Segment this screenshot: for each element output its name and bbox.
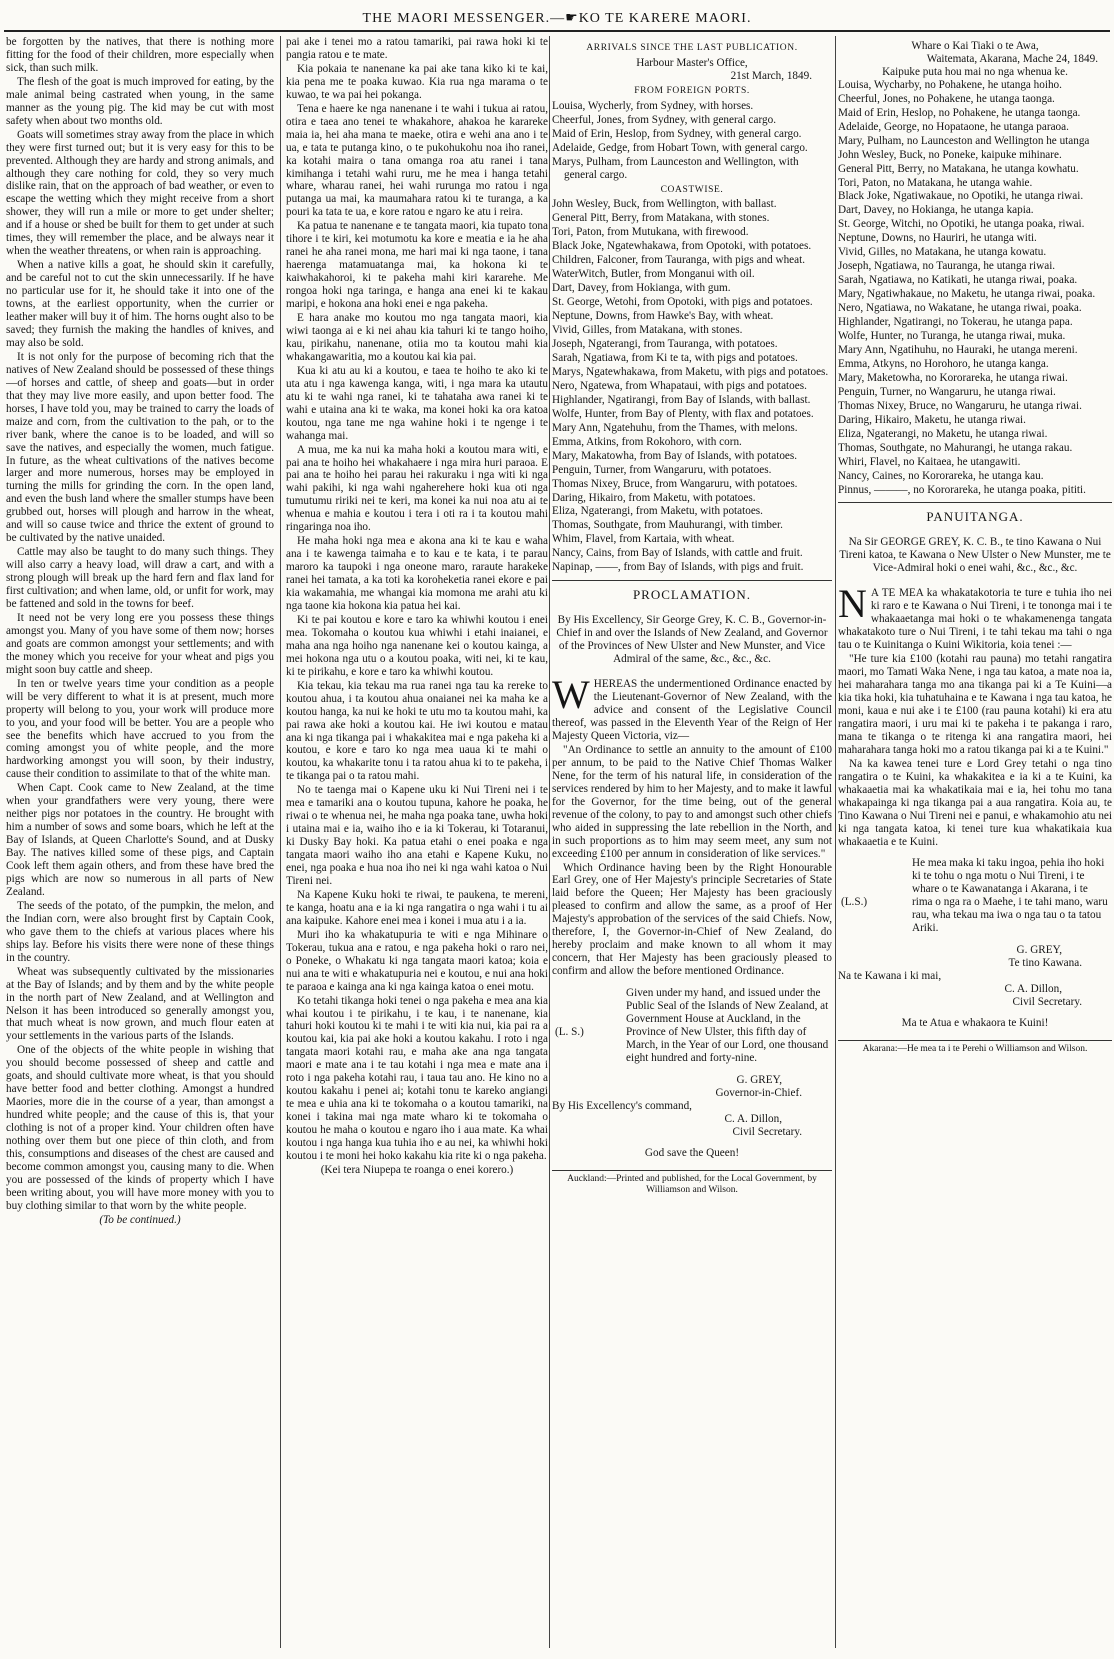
seal-mark: (L. S.) (555, 1026, 584, 1039)
arrival-entry: Mary Ann, Ngatehuhu, from the Thames, with melons. (552, 421, 798, 434)
command-line: Na te Kawana i ki mai, (838, 970, 942, 983)
arrival-entry: Neptune, Downs, from Hawke's Bay, with wheat. (552, 310, 774, 323)
signature-name: G. GREY, (736, 1073, 782, 1086)
panuitanga-paragraph: A TE MEA ka whakatakotoria te ture e tuhia iho nei ki raro e te Kawana o Nui Tireni, i te tononga mai i te whakaaetanga mai hoki o te whakamenenga tangata whakatakoto ture o Nui Tireni, i te tahi tekau ma tahi o nga tau o te Kuinitanga o Kuini Wikitoria, koia tenei :— (838, 587, 1112, 652)
arrival-entry: Marys, Ngatewhakawa, from Maketu, with pigs and potatoes. (552, 365, 829, 378)
arrival-entry: Vivid, Gilles, no Matakana, he utanga kowatu. (838, 246, 1047, 259)
arrival-entry: Cheerful, Jones, no Pohakene, he utanga taonga. (838, 92, 1055, 105)
article-paragraph: It is not only for the purpose of becoming rich that the natives of New Zealand should be possessed of these things—of horses and cattle, of sheep and goats—but in order that they may live more easily, and upon better food. The horses, I have told you, may be trained to carry the loads of maize and corn, from the cultivation to the pah, or to the river bank, where the canoe is to be loaded, and will so save the natives, and especially the women, much fatigue. In future, as the wheat cultivations of the natives become larger and more numerous, horses may be employed in turning the mills for grinding the corn. In the open land, and even the bush land where the smaller stumps have been grubbed out, horses will plough and harrow in the wheat, and will so cause twice and thrice the extent of ground to be cultivated by the native unaided. (6, 350, 274, 545)
arrival-entry: General Pitt, Berry, from Matakana, with stones. (552, 212, 770, 225)
arrival-entry: John Wesley, Buck, from Wellington, with ballast. (552, 198, 777, 211)
secretary-title: Civil Secretary. (1012, 996, 1082, 1008)
seal-block (552, 984, 832, 1068)
panuitanga-paragraph: "He ture kia £100 (kotahi rau pauna) mo tetahi rangatira maori, mo Tamati Waka Nene, i nga tau katoa, a mate noa ia, hei maharahara tanga mo ana tikanga pai ki a Te Kuini—a kia tika hoki, kia tuhatuhaina e te Kawana i nga tau katoa, he moni, kaua e nui ake i te £100 (rau pauna kotahi) ki era atu rangatira maori, i uru mai ki te pakeha i te pakanga i raro, mana te tikanga o te ritenga ki ana rangatira maori, hei maharahara tanga hoki mo a ratou tikanga pai ki a te Kuini." (838, 653, 1112, 756)
article-paragraph: Kua ki atu au ki a koutou, e taea te hoiho te ako ki te uta atu i nga kawenga kanga, witi, i nga mara ka utautu atu ki te wahi nga ranei, ki te tahataha awa ranei ki te wahi e utaina ana ki te waka, ma konei hoki ka ora katoa koutou, nga tane me nga wahine hoki i te ngenge i te wahanga mai. (286, 364, 548, 442)
article-paragraph: Kia tekau, kia tekau ma rua ranei nga tau ka rereke to koutou ahua, i ta koutou ahua onaianei nei ka maha ke a koutou hanga, ka nui ke hoki te utu mo ta koutou mahi, ka pai rawa ake hoki a koutou kai. He iwi koutou e matau ana ki nga tikanga pai i whakakitea mai e nga pakeha ki a koutou, e kore e taro ko nga mea uaua ki te mahi o koutou, ka whakarite tonu i ta ratou ahua ki to te pakeha, i te tikanga pai o ta ratou mahi. (286, 679, 548, 783)
panuitanga-by: Na Sir GEORGE GREY, K. C. B., te tino Kawana o Nui Tireni katoa, te Kawana o New Ulster o New Munster, me te Vice-Admiral hoki o enei wahi, &c., &c., &c. (839, 536, 1111, 575)
given-text: Given under my hand, and issued under the Public Seal of the Islands of New Zealand, at Government House at Auckland, in the Province of New Ulster, this fifth day of March, in the Year of our Lord, one thousand eight hundred and forty-nine. (626, 987, 829, 1064)
arrivals-intro: Kaipuke puta hou mai no nga whenua ke. (882, 65, 1068, 78)
arrival-entry: Adelaide, George, no Hopataone, he utanga paraoa. (838, 120, 1069, 133)
arrival-entry: WaterWitch, Butler, from Monganui with oil. (552, 268, 755, 281)
proclamation-title: PROCLAMATION. (632, 587, 752, 603)
command-line: By His Excellency's command, (552, 1099, 692, 1112)
arrival-entry: Penguin, Turner, from Wangaruru, with potatoes. (552, 463, 772, 476)
arrival-entry: Adelaide, Gedge, from Hobart Town, with general cargo. (552, 141, 808, 154)
arrival-entry: Mary, Makatowha, from Bay of Islands, with potatoes. (552, 449, 798, 462)
arrival-entry: John Wesley, Buck, no Poneke, kaipuke mihinare. (838, 148, 1062, 161)
arrival-entry: Mary, Maketowha, no Kororareka, he utanga riwai. (838, 371, 1068, 384)
foreign-arrivals-list (552, 100, 832, 182)
article-paragraph: One of the objects of the white people in wishing that you should become possessed of sheep and cattle and goats, and should cultivate more wheat, is that you should have better food and better clothing. Amongst a hundred Maories, more die in the course of a year, than amongst a hundred white people; and the cause of this is, that your clothing is not of a proper kind. Your children often have nothing over them but one piece of thin cloth, and from this, consumptions and diseases of the chest are caused and become common amongst you, causing many to die. When you are possessed of the kinds of property which I have been writing about, you will have more money with you to buy clothing similar to that worn by the white people. (6, 1044, 274, 1212)
arrival-entry: Thomas, Southgate, from Mauhurangi, with timber. (552, 519, 783, 532)
arrival-entry: Joseph, Ngaterangi, from Tauranga, with potatoes. (552, 338, 778, 351)
maori-article-column (286, 36, 548, 1642)
arrival-entry: Daring, Hikairo, from Maketu, with potatoes. (552, 491, 756, 504)
column-divider (280, 36, 281, 1648)
article-paragraph: Ki te pai koutou e kore e taro ka whiwhi koutou i enei mea. Tokomaha o koutou kua whiwhi i etahi inaianei, e maha ana nga hoiho nga nanenane kei o koutou kainga, a mei hokona nga utu o a koutou poaka, witi nei, ki te kau, ki te pirikahu, e kore e taro ka whiwhi koutou. (286, 613, 548, 678)
given-text: He mea maka ki taku ingoa, pehia iho hoki ki te tohu o nga motu o Nui Tireni, i te whare o te Kawanatanga i Akarana, i te rima o nga ra o Maehe, i te tahi mano, waru rau, wha tekau ma iwa o nga tau o ta tatou Ariki. (912, 857, 1108, 935)
arrival-entry: Nancy, Cains, from Bay of Islands, with cattle and fruit. (552, 547, 803, 560)
column-divider (835, 36, 836, 1648)
maori-notices-column (838, 36, 1112, 1642)
section-rule (552, 580, 832, 581)
article-paragraph: Goats will sometimes stray away from the place in which they were first turned out; but it is very easy for this to be prevented. Although they are hardy and strong animals, and although they care nothing for cold, they so very much dislike rain, that on the approach of bad weather, or even to escape the wetting which they might receive from a short shower, they will run a mile or more to get under shelter; and if a house or shed be built for them to get under at such times, they will remember the place, and be always near it when the weather threatens, or when rain is approaching. (6, 128, 274, 258)
arrival-entry: Highlander, Ngatirangi, from Bay of Islands, with ballast. (552, 393, 811, 406)
arrival-entry: Tori, Paton, from Mutukana, with firewood. (552, 226, 749, 239)
place-date: Waitemata, Akarana, Mache 24, 1849. (926, 52, 1098, 65)
article-paragraph: Ka patua te nanenane e te tangata maori, kia tupato tona tihore i te kiri, kei motumotu ka kore e meatia e ia he aha ranei he aha ranei mona, me hari mai ki nga taone, i tana haerenga matamuatanga mai, ka hokona ki te kaiwhakahoroi, ki te pakeha mahi kiri kararehe. Me rongoa hoki nga taringa, e hanga ana enei ki te kakau maripi, e hokona ana hoki enei e nga pakeha. (286, 220, 548, 311)
article-paragraph: E hara anake mo koutou mo nga tangata maori, kia wiwi taonga ai e ki nei ahau kia tahuri ki te tango hoiho, kau, pirikahu, nanenane, otiia mo ta koutou mahi kia whakangawaritia, mo a koutou kai kia pai. (286, 312, 548, 363)
arrival-entry: Emma, Atkins, from Rokohoro, with corn. (552, 435, 742, 448)
drop-cap: N (838, 581, 867, 627)
arrival-entry: Whiri, Flavel, no Kaitaea, he utangawiti. (838, 455, 1021, 468)
arrival-entry: Emma, Atkyns, no Horohoro, he utanga kanga. (838, 357, 1049, 370)
panuitanga-title: PANUITANGA. (926, 509, 1024, 525)
panuitanga-paragraph: Na ka kawea tenei ture e Lord Grey tetahi o nga tino rangatira o te Kuini, ka whakakitea e ia ki a te Kuini, ka whakaaetia mai ka whakatikaia mai e ia, hei tohu mo tana whakapainga ki nga tikanga pai a aua rangatira. Koia au, te Tino Kawana o Nui Tireni nei e panui, e whakamohio atu nei ki nga tangata katoa, ki tenei ture kua whakatikaia kua whakaaetia e te Kuini. (838, 757, 1112, 848)
secretary-name: C. A. Dillon, (724, 1112, 782, 1125)
article-paragraph: When Capt. Cook came to New Zealand, at the time when your grandfathers were very young, there were neither pigs nor potatoes in the country. He brought with him a number of sows and some boars, which he left at the Bay of Islands, at Queen Charlotte's Sound, and at Dusky Bay. The natives killed some of these pigs, and Captain Cook left them again others, and from these have bred the pigs which are now so numerous in all parts of New Zealand. (6, 782, 274, 898)
arrival-entry: Pinnus, ———, no Kororareka, he utanga poaka, pititi. (838, 483, 1086, 496)
arrival-entry: Louisa, Wycherly, from Sydney, with horses. (552, 99, 754, 112)
article-paragraph: Na Kapene Kuku hoki te riwai, te paukena, te mereni, te kanga, hoatu ana e ia ki nga rangatira o nga wahi i tu ai ana kaipuke. Kahore enei mea i konei i mua atu i a ia. (286, 888, 548, 927)
article-paragraph: He maha hoki nga mea e akona ana ki te kau e waha ana i te kawenga taimaha e to kau e te kata, i te parau maroro ka taupoki i nga oneone maro, raraute harakeke ranei hei tamata, a ka toti ka koroheketia ranei ekore e pai kia wakamahia, me whangai kia momona me arahi atu ki nga taone kia hokona kia patua hei kai. (286, 535, 548, 612)
closing-line: God save the Queen! (644, 1146, 740, 1159)
coastwise-arrivals-list (552, 198, 832, 574)
arrival-entry: Thomas Nixey, Bruce, no Wangaruru, he utanga riwai. (838, 399, 1082, 412)
arrival-entry: Napinap, ——, from Bay of Islands, with pigs and fruit. (552, 561, 804, 574)
arrival-entry: Cheerful, Jones, from Sydney, with general cargo. (552, 113, 777, 126)
seal-block (838, 854, 1112, 938)
arrival-entry: Marys, Pulham, from Launceston and Wellington, with general cargo. (552, 155, 799, 181)
arrival-entry: Daring, Hikairo, Maketu, he utanga riwai. (838, 413, 1026, 426)
arrival-entry: Sarah, Ngatiawa, no Katikati, he utanga riwai, poaka. (838, 274, 1078, 287)
coastwise-heading: COASTWISE. (660, 184, 724, 195)
arrival-entry: Thomas Nixey, Bruce, from Wangaruru, with potatoes. (552, 477, 798, 490)
arrival-entry: Tori, Paton, no Matakana, he utanga wahie. (838, 176, 1033, 189)
arrival-entry: Penguin, Turner, no Wangaruru, he utanga riwai. (838, 385, 1056, 398)
proclamation-paragraph: Which Ordinance having been by the Right Honourable Earl Grey, one of Her Majesty's principle Secretaries of State laid before the Queen; Her Majesty has been graciously pleased to confirm and allow the same, as a proof of Her Majesty's approbation of the services of the said Chiefs. Now, therefore, I, the Governor-in-Chief of New Zealand, do hereby proclaim and make known to all whom it may concern, that Her Majesty has been graciously pleased to confirm and allow the before mentioned Ordinance. (552, 861, 832, 978)
secretary-name: C. A. Dillon, (1004, 983, 1062, 996)
column-divider (549, 36, 550, 1648)
arrival-entry: St. George, Witchi, no Opotiki, he utanga poaka, riwai. (838, 218, 1085, 231)
arrival-entry: Vivid, Gilles, from Matakana, with stones. (552, 324, 743, 337)
masthead: THE MAORI MESSENGER.—☛KO TE KARERE MAORI. (362, 11, 752, 26)
arrival-entry: Mary, Ngatiwhakaue, no Maketu, he utanga riwai, poaka. (838, 288, 1096, 301)
arrival-entry: Mary Ann, Ngatihuhu, no Hauraki, he utanga mereni. (838, 343, 1078, 356)
arrival-entry: Neptune, Downs, no Hauriri, he utanga witi. (838, 232, 1037, 245)
arrival-entry: Black Joke, Ngatiwakaue, no Opotiki, he utanga riwai. (838, 190, 1084, 203)
arrival-entry: Dart, Davey, no Hokianga, he utanga kapia. (838, 204, 1034, 217)
article-paragraph: Kia pokaia te nanenane ka pai ake tana kiko ki te kai, kia pena me te poaka kuwao. Kia rua nga marama o te kuwao, te wa pai hei pokanga. (286, 62, 548, 101)
proclamation-paragraph: HEREAS the undermentioned Ordinance enacted by the Lieutenant-Governor of New Zealand, with the advice and consent of the Legislative Council thereof, was passed in the Eleventh Year of the Reign of Her Majesty Queen Victoria, viz— (552, 678, 832, 742)
maori-arrivals-list (838, 79, 1112, 497)
signature-title: Te tino Kawana. (1008, 957, 1082, 970)
article-paragraph: Cattle may also be taught to do many such things. They will also carry a heavy load, will draw a cart, and with a strong plough will break up the hard fern and flax land for first cultivation; and when lame, old, or unfit for work, may be fattened and sold in the towns for beef. (6, 546, 274, 610)
article-paragraph: Tena e haere ke nga nanenane i te wahi i tukua ai ratou, otira e taea ano tenei te whakahore, ahakoa he karareke maia ia, hei aha mana te maeke, otira e wehi ana ano i te ua, e tata te putanga kino, o te pukohukohu noa iho ranei, ka kotahi maira o tana omanga roa atu ranei i tana kimihanga i tetahi wahi ruru, me he mea i hanga tetahi whare, wharau ranei, hei wahi rurunga mo ratou i nga putanga ua mai, ka maumahara ratou ki te turanga, a ka pouri ka tata te ua, e kore ratou e ngaro ke atu i reira. (286, 102, 548, 219)
signature-title: Governor-in-Chief. (715, 1086, 802, 1099)
article-paragraph: Muri iho ka whakatupuria te witi e nga Mihinare o Tokerau, tukua ana e ratou, e nga pakeha hoki o raro nei, o Poneke, o Whakatu ki nga tangata maori katoa; koia e nui ana te witi e whakatupuria nei e koutou, e nui ana hoki te paraoa e kainga ana ki nga kainga katoa o enei motu. (286, 928, 548, 993)
masthead-rule (4, 30, 1110, 32)
arrival-entry: Nero, Ngatewa, from Whapataui, with pigs and potatoes. (552, 379, 807, 392)
arrival-entry: Joseph, Ngatiawa, no Tauranga, he utanga riwai. (838, 260, 1056, 273)
article-paragraph: pai ake i tenei mo a ratou tamariki, pai rawa hoki ki te pangia ratou e te mate. (286, 36, 548, 61)
arrivals-date: 21st March, 1849. (730, 69, 812, 82)
arrival-entry: Nero, Ngatiawa, no Wakatane, he utanga riwai, poaka. (838, 302, 1082, 315)
article-paragraph: No te taenga mai o Kapene uku ki Nui Tireni nei i te mea e tamariki ana o koutou tupuna, kahore he poaka, he riwai o te whenua nei, he maha nga poaka tane, uwha hoki i utaina mai e ia, waiho iho e ia ki Tokerau, ki Totaranui, ki Dusky Bay hoki. Ka patua etahi o enei poaka e nga tangata maori waiho iho ana etahi e Kapene Kuku, no enei, nga poaka e hua noa iho nei ki nga wahi katoa o Nui Tireni nei. (286, 784, 548, 887)
article-paragraph: A mua, me ka nui ka maha hoki a koutou mara witi, e pai ana te hoiho hei whakahaere i nga mira huri paraoa. E pai ana te hoiho hei parau hei rakuraku i nga witi ki nga wahi pakihi, ki nga wahi ngaherehere hoki kua oti nga tumutumu ririki nei te keri, ma konei ka nui noa atu ai te whenua e mahia e koutou i tera i oti ra i ta koutou mahi ringaringa noa iho. (286, 443, 548, 534)
proclamation-paragraph: "An Ordinance to settle an annuity to the amount of £100 per annum, to be paid to the Native Chief Thomas Walker Nene, for the term of his natural life, in consideration of the services rendered by him to her Majesty, and to make it lawful for the Governor, for the time being, out of the general revenue of the colony, to pay to and amongst such other chiefs who aided in suppressing the late rebellion in the North, and in such proportions as to him may seem meet, any sum not exceeding £100 per annum in consideration of like services." (552, 743, 832, 860)
arrivals-proclamation-column (552, 36, 832, 1642)
continued-note: (To be continued.) (99, 1213, 181, 1226)
drop-cap: W (552, 672, 590, 718)
arrival-entry: Sarah, Ngatiawa, from Ki te ta, with pigs and potatoes. (552, 351, 798, 364)
arrival-entry: Wolfe, Hunter, from Bay of Plenty, with flax and potatoes. (552, 407, 814, 420)
article-paragraph: Ko tetahi tikanga hoki tenei o nga pakeha e mea ana kia whai koutou i te pirikahu, i te kau, i te nanenane, kia tahuri hoki koutou ki te mahi i te witi kia nui, kia pai ra a koutou kai, kia pai ake hoki a koutou kakahu. I roto i nga tangata maori kotahi rau, e maha ake ana nga tangata maori e mate ana i te tau kotahi i nga mea e mate ana i roto i nga pakeha kotahi rau, i taua tau ano. He kino no a koutou kakahu i penei ai; kotahi tonu te kareko angiangi te mea e uhia ana ki te tokomaha o a koutou tamariki, na konei i takina mai nga mate wharo ki te tokomaha o koutou he maha o koutou e ngaro iho i aua mate. Ka whai koutou i nga hanga kua tuhia iho e au nei, ka whiwhi hoki koutou i te moni hei hoko kakahu kia rite ki o nga pakeha. (286, 994, 548, 1163)
arrival-entry: Dart, Davey, from Hokianga, with gum. (552, 282, 731, 295)
arrival-entry: Mary, Pulham, no Launceston and Wellington he utanga (838, 134, 1090, 147)
arrival-entry: Black Joke, Ngatewhakawa, from Opotoki, with potatoes. (552, 240, 812, 253)
proclamation-by: By His Excellency, Sir George Grey, K. C. B., Governor-in-Chief in and over the Islands of New Zealand, and Governor of the Provinces of New Ulster and New Munster, and Vice Admiral of the same, &c., &c., &c. (556, 614, 828, 666)
closing-line: Ma te Atua e whakaora te Kuini! (901, 1016, 1049, 1029)
article-paragraph: When a native kills a goat, he should skin it carefully, and be careful not to cut the skin unnecessarily. If he have no particular use for it, he should take it into one of the towns, at the earliest opportunity, when the currier or leather maker will buy it of him. The horns ought also to be saved; they furnish the making the handles of knives, and may also be sold. (6, 259, 274, 349)
foreign-ports-heading: FROM FOREIGN PORTS. (634, 85, 750, 96)
arrival-entry: Whim, Flavel, from Kartaia, with wheat. (552, 533, 735, 546)
imprint: Akarana:—He mea ta i te Perehi o Williamson and Wilson. (838, 1040, 1112, 1055)
harbour-office-maori: Whare o Kai Tiaki o te Awa, (911, 40, 1039, 52)
arrival-entry: Maid of Erin, Heslop, no Pohakene, he utanga taonga. (838, 106, 1081, 119)
arrival-entry: Maid of Erin, Heslop, from Sydney, with general cargo. (552, 127, 802, 140)
harbour-office: Harbour Master's Office, (636, 56, 748, 69)
arrival-entry: Louisa, Wycharby, no Pohakene, he utanga hoiho. (838, 78, 1062, 91)
imprint: Auckland:—Printed and published, for the Local Government, by Williamson and Wilson. (552, 1170, 832, 1196)
arrival-entry: Eliza, Ngaterangi, no Maketu, he utanga riwai. (838, 427, 1048, 440)
arrival-entry: Highlander, Ngatirangi, no Tokerau, he utanga papa. (838, 316, 1073, 329)
arrival-entry: General Pitt, Berry, no Matakana, he utanga kowhatu. (838, 162, 1079, 175)
signature-name: G. GREY, (1016, 944, 1062, 957)
article-paragraph: be forgotten by the natives, that there is nothing more fitting for the food of their children, more especially when sick, than such milk. (6, 36, 274, 74)
arrival-entry: Thomas, Southgate, no Mahurangi, he utanga rakau. (838, 441, 1073, 454)
arrival-entry: Eliza, Ngaterangi, from Maketu, with potatoes. (552, 505, 763, 518)
arrival-entry: Wolfe, Hunter, no Turanga, he utanga riwai, muka. (838, 330, 1066, 343)
arrival-entry: Children, Falconer, from Tauranga, with pigs and wheat. (552, 254, 806, 267)
seal-mark: (L.S.) (841, 896, 868, 909)
english-article-column (6, 36, 274, 1642)
article-paragraph: In ten or twelve years time your condition as a people will be very different to what it is at present, much more property will belong to you, your work will produce more to you, and your food will be better. You are a people who see the benefits which have accrued to you from the coming amongst you of white people, and the more hardworking amongst you will soon, by their industry, cause their condition to assimilate to that of the white man. (6, 677, 274, 781)
article-paragraph: The flesh of the goat is much improved for eating, by the male animal being castrated when young, in the same manner as the young pig. The kid may be cut with most safety when about two months old. (6, 75, 274, 127)
article-paragraph: The seeds of the potato, of the pumpkin, the melon, and the Indian corn, were also brought first by Captain Cook, who gave them to the chiefs at various places where his ships lay. Before his visits there were none of these things in the country. (6, 899, 274, 964)
secretary-title: Civil Secretary. (732, 1125, 802, 1138)
arrival-entry: Nancy, Caines, no Kororareka, he utanga kau. (838, 469, 1044, 482)
article-paragraph: Wheat was subsequently cultivated by the missionaries at the Bay of Islands; and by them and by the white people in the north part of New Zealand, and at Wellington and Nelson it has been introduced so generally amongst you, that much wheat is now grown, and much flour eaten at your settlements in the various parts of the Islands. (6, 965, 274, 1043)
arrivals-heading: ARRIVALS SINCE THE LAST PUBLICATION. (586, 43, 798, 53)
section-rule (838, 502, 1112, 503)
continued-note: (Kei tera Niupepa te roanga o enei korero.) (320, 1163, 514, 1176)
arrival-entry: St. George, Wetohi, from Opotoki, with pigs and potatoes. (552, 296, 813, 309)
article-paragraph: It need not be very long ere you possess these things amongst you. Many of you have some of them now; horses and goats are common amongst your settlements; and with the money which you receive for your wheat and pigs you might soon buy cattle and sheep. (6, 611, 274, 676)
